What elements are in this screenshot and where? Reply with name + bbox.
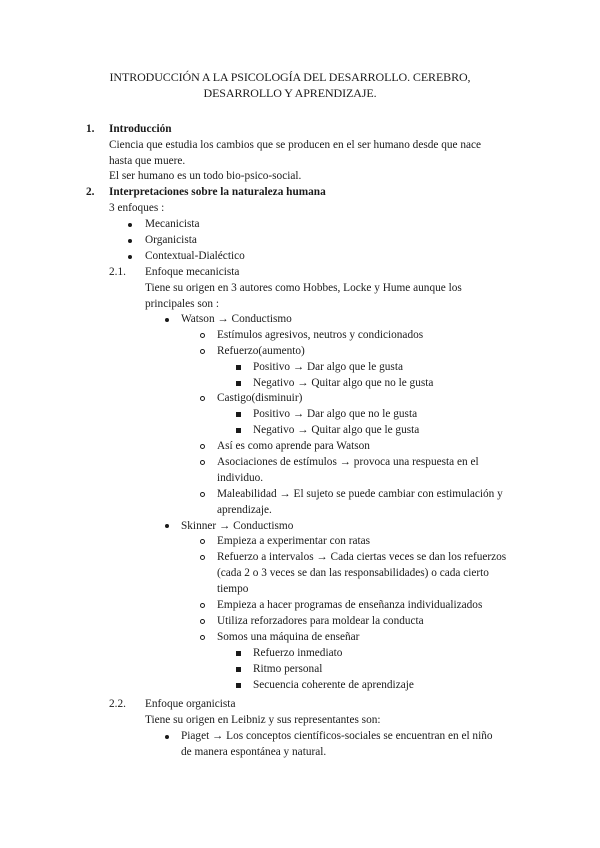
list-item: Refuerzo inmediato	[253, 647, 343, 659]
list-item-continuation: aprendizaje.	[217, 504, 272, 516]
list-item: Somos una máquina de enseñar	[217, 631, 360, 643]
square-bullet-icon	[236, 683, 241, 688]
title-line-1: INTRODUCCIÓN A LA PSICOLOGÍA DEL DESARROLLO. CEREBRO,	[109, 70, 471, 84]
list-item: Negativo → Quitar algo que le gusta	[253, 424, 420, 436]
section-1-number: 1.	[86, 123, 95, 135]
bullet-icon	[128, 239, 132, 243]
square-bullet-icon	[236, 651, 241, 656]
list-item: Contextual-Dialéctico	[145, 250, 245, 262]
list-item: Asociaciones de estímulos → provoca una respuesta en el	[217, 456, 479, 468]
bullet-icon	[165, 524, 169, 528]
list-item: Mecanicista	[145, 218, 200, 230]
list-item: Empieza a experimentar con ratas	[217, 535, 371, 547]
list-item: Piaget → Los conceptos científicos-sociales se encuentran en el niño	[181, 730, 493, 742]
section-1-heading: Introducción	[109, 123, 172, 135]
list-item: Negativo → Quitar algo que no le gusta	[253, 377, 434, 389]
list-item: Positivo → Dar algo que le gusta	[253, 361, 403, 373]
list-item: Organicista	[145, 234, 197, 246]
bullet-icon	[128, 223, 132, 227]
bullet-icon	[128, 255, 132, 259]
bullet-icon	[165, 735, 169, 739]
section-1-paragraph-line: hasta que muere.	[109, 155, 186, 167]
circle-bullet-icon	[200, 635, 205, 640]
circle-bullet-icon	[200, 444, 205, 449]
paragraph-line: Tiene su origen en Leibniz y sus representantes son:	[145, 714, 381, 726]
section-2-number: 2.	[86, 186, 95, 198]
section-2-intro: 3 enfoques :	[109, 202, 165, 214]
circle-bullet-icon	[200, 619, 205, 624]
subsection-2-1-heading: Enfoque mecanicista	[145, 266, 240, 278]
circle-bullet-icon	[200, 492, 205, 497]
circle-bullet-icon	[200, 555, 205, 560]
subsection-2-2-heading: Enfoque organicista	[145, 698, 236, 710]
square-bullet-icon	[236, 667, 241, 672]
list-item: Ritmo personal	[253, 663, 323, 675]
list-item: Castigo(disminuir)	[217, 392, 303, 404]
document-title	[90, 69, 490, 101]
list-item: Utiliza reforzadores para moldear la conducta	[217, 615, 424, 627]
subsection-2-2-number: 2.2.	[109, 698, 126, 710]
list-item-continuation: de manera espontánea y natural.	[181, 746, 327, 758]
list-item: Watson → Conductismo	[181, 313, 292, 325]
list-item-continuation: (cada 2 o 3 veces se dan las responsabilidades) o cada cierto	[217, 567, 489, 579]
paragraph-line: Tiene su origen en 3 autores como Hobbes, Locke y Hume aunque los	[145, 282, 462, 294]
paragraph-line: principales son :	[145, 298, 220, 310]
list-item: Empieza a hacer programas de enseñanza individualizados	[217, 599, 483, 611]
circle-bullet-icon	[200, 539, 205, 544]
list-item: Skinner → Conductismo	[181, 520, 294, 532]
section-1-paragraph-line: El ser humano es un todo bio-psico-social.	[109, 170, 302, 182]
list-item: Así es como aprende para Watson	[217, 440, 370, 452]
section-2-heading: Interpretaciones sobre la naturaleza humana	[109, 186, 326, 198]
circle-bullet-icon	[200, 603, 205, 608]
title-line-2: DESARROLLO Y APRENDIZAJE.	[203, 86, 377, 100]
list-item: Positivo → Dar algo que no le gusta	[253, 408, 418, 420]
list-item-continuation: tiempo	[217, 583, 249, 595]
list-item: Refuerzo a intervalos → Cada ciertas veces se dan los refuerzos	[217, 551, 507, 563]
section-1-paragraph-line: Ciencia que estudia los cambios que se producen en el ser humano desde que nace	[109, 139, 482, 151]
square-bullet-icon	[236, 412, 241, 417]
bullet-icon	[165, 318, 169, 322]
list-item-continuation: individuo.	[217, 472, 264, 484]
circle-bullet-icon	[200, 349, 205, 354]
circle-bullet-icon	[200, 460, 205, 465]
circle-bullet-icon	[200, 333, 205, 338]
list-item: Secuencia coherente de aprendizaje	[253, 679, 414, 691]
square-bullet-icon	[236, 365, 241, 370]
list-item: Estímulos agresivos, neutros y condicionados	[217, 329, 424, 341]
square-bullet-icon	[236, 428, 241, 433]
square-bullet-icon	[236, 381, 241, 386]
circle-bullet-icon	[200, 396, 205, 401]
subsection-2-1-number: 2.1.	[109, 266, 126, 278]
list-item: Maleabilidad → El sujeto se puede cambiar con estimulación y	[217, 488, 503, 500]
list-item: Refuerzo(aumento)	[217, 345, 305, 357]
